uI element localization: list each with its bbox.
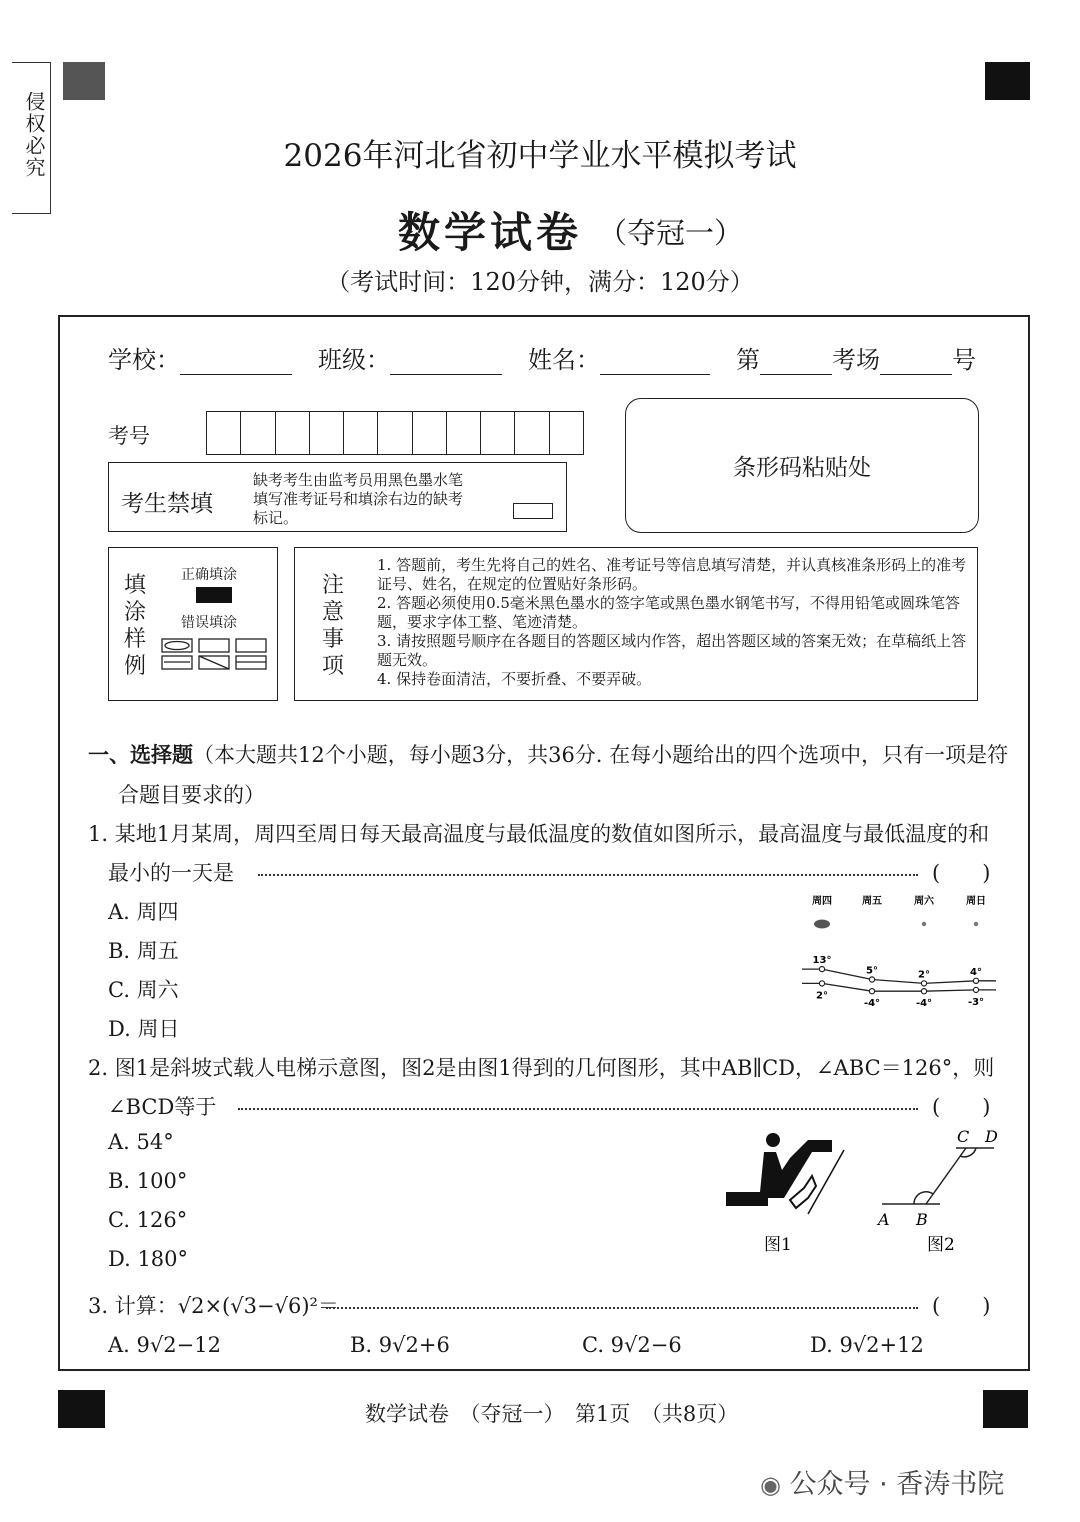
- q2-stem: 2. 图1是斜坡式载人电梯示意图，图2是由图1得到的几何图形，其中AB∥CD，∠ABC＝126°，则: [88, 1056, 995, 1080]
- barcode-label: 条形码粘贴处: [733, 455, 871, 481]
- series-line-high: [802, 966, 996, 983]
- data-point: [869, 989, 874, 994]
- q1-option-a: A. 周四: [108, 900, 179, 924]
- sun-icon: [974, 922, 978, 926]
- data-label: 2°: [816, 990, 828, 1002]
- absent-mark-box[interactable]: [513, 503, 553, 519]
- point-c: C: [957, 1128, 970, 1146]
- data-label: -3°: [967, 996, 985, 1008]
- fill-example-box: [108, 547, 278, 701]
- q2-option-b: B. 100°: [108, 1169, 188, 1193]
- subject-title: 数学试卷: [397, 208, 582, 257]
- section-heading-cont: 合题目要求的）: [118, 783, 265, 807]
- q1-stem-cont: 最小的一天是: [108, 861, 234, 885]
- name-label: 姓名：: [528, 346, 600, 374]
- school-field[interactable]: [108, 340, 292, 375]
- name-field[interactable]: [528, 340, 710, 375]
- class-field[interactable]: [318, 340, 502, 375]
- page-footer: 数学试卷 （夺冠一） 第1页 （共8页）: [365, 1402, 739, 1426]
- q1-option-b: B. 周五: [108, 939, 179, 963]
- point-a: A: [878, 1210, 890, 1229]
- fill-correct-label: 正确填涂: [181, 567, 237, 583]
- sun-icon: [922, 922, 926, 926]
- point-d: D: [985, 1128, 998, 1146]
- notice-list: [377, 556, 967, 689]
- registration-mark: [985, 62, 1030, 100]
- section-heading: [88, 739, 1008, 769]
- day-label: 周四: [812, 896, 832, 907]
- geometry-figure-2: [882, 1148, 994, 1204]
- notice-item: 3. 请按照题号顺序在各题目的答题区域内作答，超出答题区域的答案无效；在草稿纸上答题无效。: [377, 632, 967, 669]
- room-prefix: 第: [736, 346, 760, 374]
- data-point: [921, 989, 926, 994]
- stamp-text: 侵权必究: [22, 91, 46, 179]
- data-label: -4°: [863, 998, 881, 1010]
- notice-item: 2. 答题必须使用0.5毫米黑色墨水的签字笔或黑色墨水钢笔书写，不得用铅笔或圆珠笔答题，要求字体工整、笔迹清楚。: [377, 594, 960, 631]
- series-line-low: [802, 983, 996, 991]
- leader-dots: [238, 1108, 918, 1110]
- q3-option-b: B. 9√2+6: [350, 1333, 450, 1357]
- registration-mark: [58, 1390, 105, 1428]
- escalator-figures: [720, 1128, 1010, 1258]
- section-heading-text: （本大题共12个小题，每小题3分，共36分. 在每小题给出的四个选项中，只有一项是符: [193, 743, 1009, 767]
- notice-box: [294, 547, 978, 701]
- correct-fill-mark: [196, 587, 232, 603]
- data-label: 13°: [812, 955, 832, 967]
- data-label: -4°: [915, 998, 933, 1010]
- exam-title: 2026年河北省初中学业水平模拟考试: [283, 138, 797, 174]
- edition-label: （夺冠一）: [598, 216, 744, 250]
- registration-mark: [983, 1390, 1028, 1428]
- escalator-figure-1: [726, 1133, 844, 1214]
- exam-no-label: 考号: [108, 424, 150, 448]
- leader-dots: [258, 874, 918, 876]
- data-point: [869, 977, 874, 982]
- data-point: [921, 981, 926, 986]
- day-label: 周日: [966, 896, 986, 907]
- forbidden-box: [108, 462, 567, 532]
- cloud-icon: [814, 920, 830, 929]
- forbidden-label: 考生禁填: [121, 491, 213, 517]
- q3-option-a: A. 9√2−12: [108, 1333, 221, 1357]
- data-label: 5°: [866, 965, 878, 977]
- room-mid: 考场: [832, 346, 880, 374]
- answer-paren[interactable]: ( ): [932, 861, 991, 885]
- data-point: [819, 967, 824, 972]
- answer-paren[interactable]: ( ): [932, 1095, 991, 1119]
- watermark-text: 公众号 · 香涛书院: [789, 1469, 1005, 1500]
- qr-code: [63, 62, 105, 100]
- fig1-caption: 图1: [764, 1235, 792, 1255]
- watermark: [760, 1462, 1004, 1501]
- room-field[interactable]: [736, 340, 976, 375]
- q2-option-c: C. 126°: [108, 1208, 188, 1232]
- q1-stem: 1. 某地1月某周，周四至周日每天最高温度与最低温度的数值如图所示，最高温度与最低温度的和: [88, 822, 990, 846]
- data-point: [819, 981, 824, 986]
- q2-option-d: D. 180°: [108, 1247, 189, 1271]
- data-label: 4°: [970, 966, 982, 978]
- q1-option-d: D. 周日: [108, 1017, 180, 1041]
- notice-item: 1. 答题前，考生先将自己的姓名、准考证号等信息填写清楚，并认真核准条形码上的准考证号、姓名，在规定的位置贴好条形码。: [377, 556, 967, 593]
- day-label: 周六: [914, 896, 934, 907]
- exam-meta: （考试时间：120分钟，满分：120分）: [326, 268, 754, 296]
- class-label: 班级：: [318, 346, 390, 374]
- forbidden-text: 缺考考生由监考员用黑色墨水笔填写准考证号和填涂右边的缺考标记。: [253, 471, 464, 527]
- fig2-caption: 图2: [927, 1235, 955, 1255]
- q3-option-d: D. 9√2+12: [810, 1333, 924, 1357]
- leader-dots: [326, 1307, 918, 1309]
- barcode-area: [625, 398, 979, 533]
- notice-item: 4. 保持卷面清洁，不要折叠、不要弄破。: [377, 670, 652, 688]
- q1-option-c: C. 周六: [108, 978, 179, 1002]
- data-point: [973, 978, 978, 983]
- notice-label: 注意事项: [321, 573, 344, 679]
- q3-stem: 3. 计算：√2×(√3−√6)²＝: [88, 1294, 339, 1318]
- fill-wrong-label: 错误填涂: [181, 615, 237, 631]
- section-heading-bold: 一、选择题: [88, 742, 193, 767]
- wrong-fill-marks: [161, 636, 269, 672]
- school-label: 学校：: [108, 346, 180, 374]
- temperature-chart: [796, 890, 1002, 1020]
- data-label: 2°: [918, 969, 930, 981]
- data-point: [973, 987, 978, 992]
- point-b: B: [916, 1210, 928, 1229]
- q2-option-a: A. 54°: [108, 1130, 174, 1154]
- room-suffix: 号: [952, 346, 976, 374]
- exam-no-boxes[interactable]: [206, 411, 584, 455]
- day-label: 周五: [862, 896, 882, 907]
- wechat-icon: ◉: [760, 1471, 781, 1499]
- fill-label: 填涂样例: [123, 573, 146, 679]
- q2-stem-cont: ∠BCD等于: [108, 1095, 217, 1119]
- answer-paren[interactable]: ( ): [932, 1294, 991, 1318]
- q3-option-c: C. 9√2−6: [582, 1333, 682, 1357]
